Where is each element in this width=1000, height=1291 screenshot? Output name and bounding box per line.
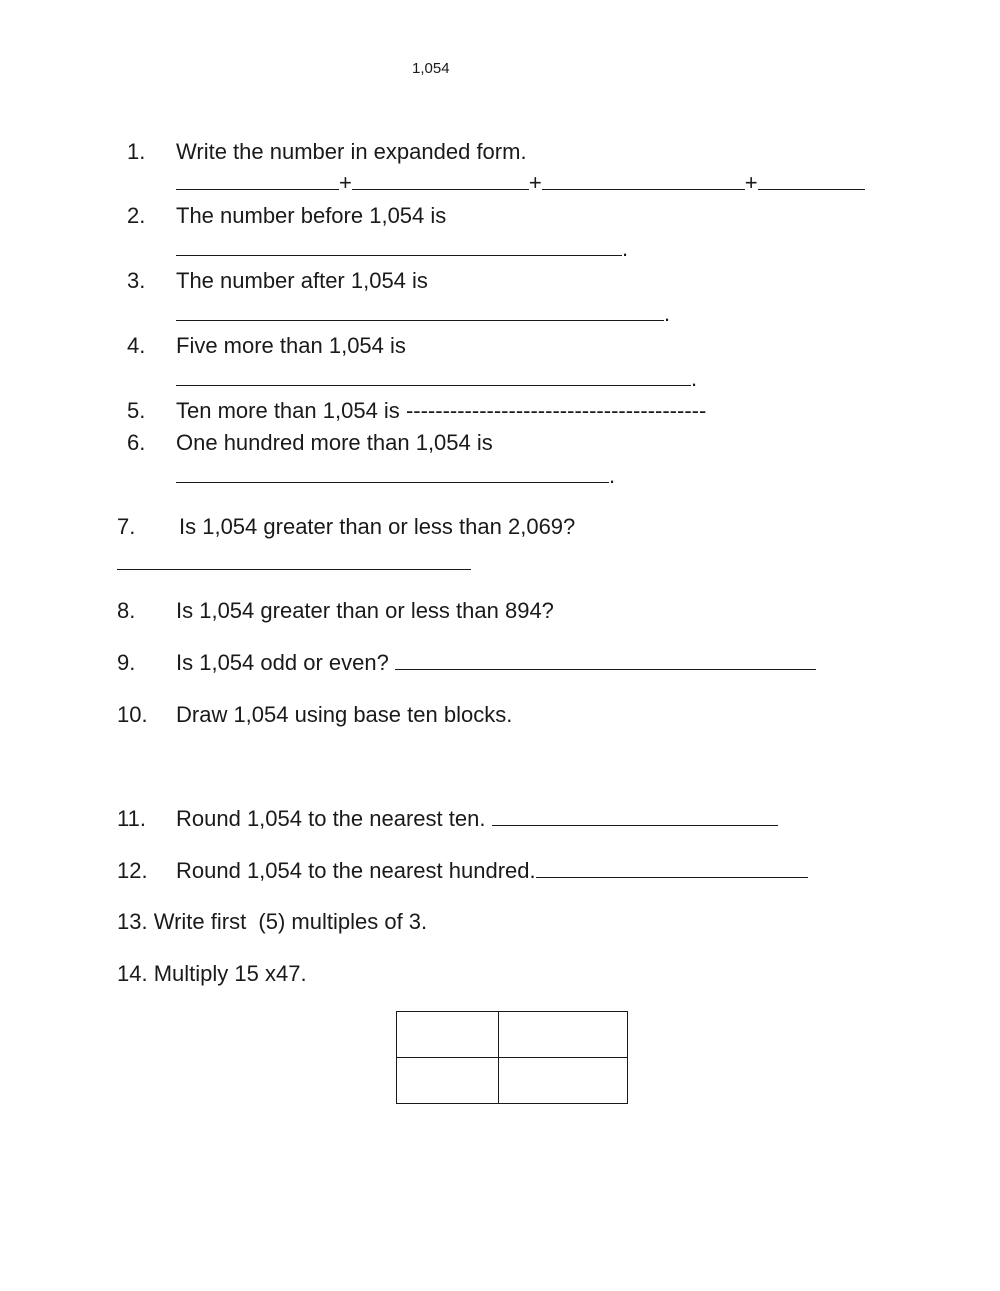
answer-blank[interactable] <box>758 171 865 190</box>
dashed-answer-line[interactable]: ----------------------------------------- <box>405 398 707 423</box>
question-number: 9. <box>117 650 136 675</box>
question-text: Write first (5) multiples of 3. <box>153 909 428 934</box>
answer-line <box>176 463 615 489</box>
grid-cell[interactable] <box>397 1058 499 1104</box>
answer-blank[interactable] <box>395 651 816 670</box>
question-number: 1. <box>127 139 146 164</box>
question-text: Write the number in expanded form. <box>176 139 527 164</box>
answer-blank[interactable] <box>492 807 778 826</box>
multiplication-area-grid <box>396 1011 628 1104</box>
answer-blank[interactable] <box>176 171 339 190</box>
question-text-with-blank <box>176 806 778 832</box>
question-14 <box>117 961 307 987</box>
grid-cell[interactable] <box>499 1058 628 1104</box>
answer-line <box>176 301 670 327</box>
question-number: 13. <box>117 909 148 934</box>
answer-line <box>117 550 471 576</box>
period: . <box>609 463 616 488</box>
answer-blank[interactable] <box>176 237 622 256</box>
header-number: 1,054 <box>412 60 450 77</box>
question-text: Round 1,054 to the nearest ten. <box>176 806 486 831</box>
answer-blank[interactable] <box>542 171 745 190</box>
question-number: 4. <box>127 333 146 358</box>
question-text: Round 1,054 to the nearest hundred. <box>176 858 536 883</box>
answer-blank[interactable] <box>176 302 664 321</box>
question-number: 12. <box>117 858 148 883</box>
question-text-with-blank <box>176 650 816 676</box>
question-number: 3. <box>127 268 146 293</box>
answer-blank[interactable] <box>352 171 529 190</box>
question-number: 2. <box>127 203 146 228</box>
question-number: 8. <box>117 598 136 623</box>
question-13 <box>117 909 427 935</box>
period: . <box>664 301 671 326</box>
question-text: Ten more than 1,054 is <box>176 398 400 423</box>
question-number: 7. <box>117 514 136 539</box>
question-number: 11. <box>117 806 146 831</box>
plus-sign: + <box>339 170 352 195</box>
question-number: 14. <box>117 961 148 986</box>
question-number: 10. <box>117 702 148 727</box>
plus-sign: + <box>744 170 758 195</box>
question-number: 5. <box>127 398 146 423</box>
answer-blank[interactable] <box>176 367 691 386</box>
grid-cell[interactable] <box>499 1012 628 1058</box>
question-text: Draw 1,054 using base ten blocks. <box>176 702 513 727</box>
question-text: Is 1,054 greater than or less than 2,069? <box>179 514 576 539</box>
expanded-form-answer-line <box>176 170 865 196</box>
answer-blank[interactable] <box>176 464 609 483</box>
answer-blank[interactable] <box>117 551 471 570</box>
period: . <box>622 236 629 261</box>
plus-sign: + <box>528 170 542 195</box>
question-text: Is 1,054 odd or even? <box>176 650 389 675</box>
question-number: 6. <box>127 430 146 455</box>
answer-line <box>176 366 697 392</box>
question-text: The number after 1,054 is <box>176 268 428 293</box>
answer-blank[interactable] <box>536 859 808 878</box>
period: . <box>691 366 698 391</box>
question-text-with-dashes <box>176 398 706 424</box>
question-text: Multiply 15 x47. <box>153 961 307 986</box>
question-text: Five more than 1,054 is <box>176 333 406 358</box>
grid-cell[interactable] <box>397 1012 499 1058</box>
question-text-with-blank <box>176 858 808 884</box>
question-text: Is 1,054 greater than or less than 894? <box>176 598 554 623</box>
answer-line <box>176 236 628 262</box>
question-text: One hundred more than 1,054 is <box>176 430 493 455</box>
question-text: The number before 1,054 is <box>176 203 447 228</box>
